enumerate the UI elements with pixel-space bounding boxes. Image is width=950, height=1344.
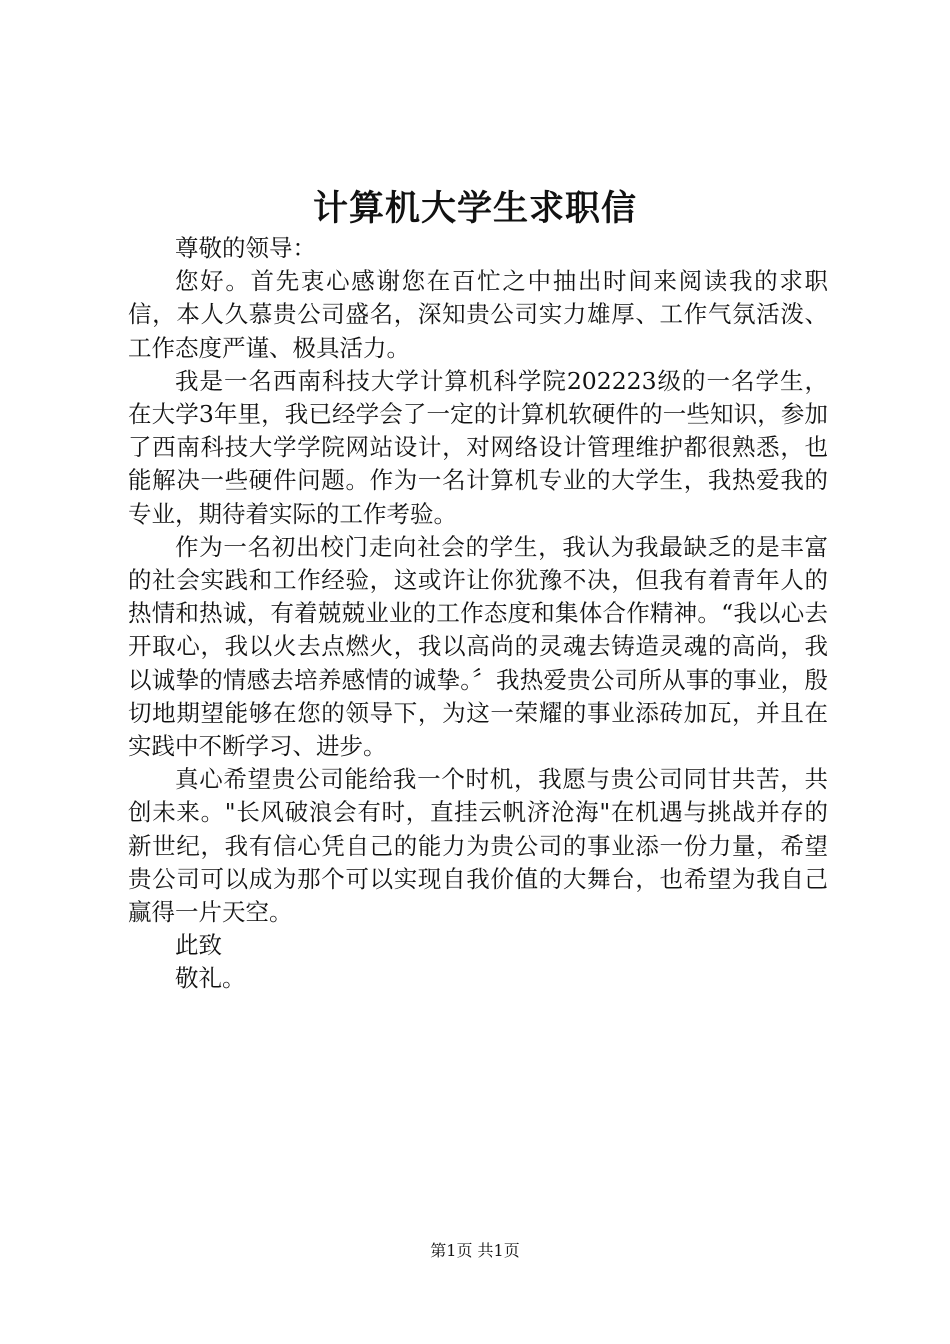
paragraph-greeting: 您好。首先衷心感谢您在百忙之中抽出时间来阅读我的求职信，本人久慕贵公司盛名，深知贵公司实力雄厚、工作气氛活泼、工作态度严谨、极具活力。 (128, 267, 828, 362)
salutation: 尊敬的领导： (175, 234, 316, 262)
letter-body (128, 232, 828, 996)
document-title: 计算机大学生求职信 (312, 188, 637, 229)
closing-line-1: 此致 (175, 931, 222, 960)
closing-line-2: 敬礼。 (175, 964, 246, 993)
page-number-footer: 第1页 共1页 (430, 1241, 520, 1260)
paragraph-attitude: 作为一名初出校门走向社会的学生，我认为我最缺乏的是丰富的社会实践和工作经验，这或许让你犹豫不决，但我有着青年人的热情和热诚，有着兢兢业业的工作态度和集体合作精神。“我以心去开取心，我以火去点燃火，我以高尚的灵魂去铸造灵魂的高尚，我以诚挚的情感去培养感情的诚挚。〞我热爱贵公司所从事的事业，殷切地期望能够在您的领导下，为这一荣耀的事业添砖加瓦，并且在实践中不断学习、进步。 (128, 532, 828, 761)
paragraph-background: 我是一名西南科技大学计算机科学院202223级的一名学生，在大学3年里，我已经学会了一定的计算机软硬件的一些知识，参加了西南科技大学学院网站设计，对网络设计管理维护都很熟悉，也能解决一些硬件问题。作为一名计算机专业的大学生，我热爱我的专业，期待着实际的工作考验。 (128, 366, 828, 528)
paragraph-hope: 真心希望贵公司能给我一个时机，我愿与贵公司同甘共苦，共创未来。"长风破浪会有时，直挂云帆济沧海"在机遇与挑战并存的新世纪，我有信心凭自己的能力为贵公司的事业添一份力量，希望贵公司可以成为那个可以实现自我价值的大舞台，也希望为我自己赢得一片天空。 (128, 765, 828, 927)
